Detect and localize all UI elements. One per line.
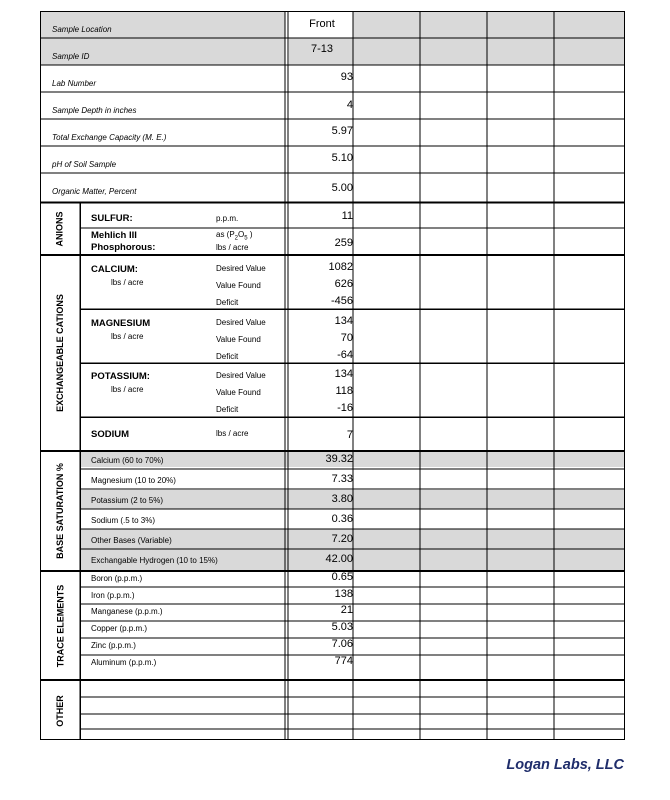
bs-value: 3.80 — [331, 493, 353, 505]
row-label: Sample Location — [52, 25, 112, 34]
calcium-found-label: Value Found — [216, 281, 261, 290]
subscript: 2 — [234, 235, 239, 242]
magnesium-unit: lbs / acre — [111, 332, 144, 341]
trace-label: Manganese (p.p.m.) — [91, 607, 163, 616]
sodium-label: SODIUM — [91, 429, 129, 440]
bs-value: 42.00 — [325, 553, 353, 565]
magnesium-found: 70 — [340, 332, 353, 344]
potassium-deficit-label: Deficit — [216, 405, 239, 414]
phosphorus-unit-line2: lbs / acre — [216, 243, 249, 252]
phosphorus-unit-text: O — [238, 230, 245, 239]
trace-value: 0.65 — [331, 571, 353, 583]
calcium-unit: lbs / acre — [111, 278, 144, 287]
bs-label: Exchangable Hydrogen (10 to 15%) — [91, 556, 218, 565]
magnesium-desired: 134 — [334, 315, 353, 327]
phosphorus-label-line1: Mehlich III — [91, 230, 137, 241]
bs-label: Other Bases (Variable) — [91, 536, 172, 545]
potassium-deficit: -16 — [337, 402, 353, 414]
potassium-unit: lbs / acre — [111, 385, 144, 394]
trace-value: 774 — [334, 655, 353, 667]
sodium-value: 7 — [346, 429, 353, 441]
company-name: Logan Labs, LLC — [506, 757, 624, 773]
trace-value: 138 — [334, 588, 353, 600]
phosphorus-unit-text: as (P — [216, 230, 235, 239]
phosphorus-unit-text: ) — [247, 230, 253, 239]
row-label: Lab Number — [52, 79, 97, 88]
row-label: pH of Soil Sample — [52, 160, 117, 169]
potassium-found: 118 — [335, 385, 353, 397]
section-label-other: OTHER — [55, 694, 65, 727]
magnesium-found-label: Value Found — [216, 335, 261, 344]
sulfur-unit: p.p.m. — [216, 214, 239, 223]
bs-label: Magnesium (10 to 20%) — [91, 476, 176, 485]
magnesium-deficit-label: Deficit — [216, 352, 239, 361]
potassium-found-label: Value Found — [216, 388, 261, 397]
trace-value: 7.06 — [331, 638, 353, 650]
potassium-label: POTASSIUM: — [91, 371, 150, 382]
calcium-found: 626 — [334, 278, 353, 290]
phosphorus-value: 259 — [334, 237, 353, 249]
potassium-desired-label: Desired Value — [216, 371, 266, 380]
calcium-label: CALCIUM: — [91, 264, 138, 275]
header-value: 4 — [346, 99, 353, 111]
phosphorus-label-line2: Phosphorous: — [91, 242, 156, 253]
section-label-trace-elements: TRACE ELEMENTS — [55, 584, 66, 667]
trace-label: Iron (p.p.m.) — [91, 591, 135, 600]
row-label: Total Exchange Capacity (M. E.) — [52, 133, 167, 142]
section-label-anions: ANIONS — [54, 211, 65, 247]
trace-label: Copper (p.p.m.) — [91, 624, 148, 633]
header-value: 5.10 — [331, 152, 353, 164]
trace-value: 5.03 — [331, 621, 353, 633]
header-value: 7-13 — [310, 43, 334, 55]
sulfur-value: 11 — [341, 210, 353, 222]
bs-value: 0.36 — [331, 513, 353, 525]
bs-value: 7.20 — [331, 533, 353, 545]
calcium-desired: 1082 — [328, 261, 353, 273]
calcium-deficit: -456 — [330, 295, 353, 307]
potassium-desired: 134 — [334, 368, 353, 380]
sodium-unit: lbs / acre — [216, 429, 249, 438]
header-value: 5.00 — [331, 182, 353, 194]
bs-value: 7.33 — [331, 473, 353, 485]
bs-label: Potassium (2 to 5%) — [91, 496, 164, 505]
magnesium-deficit: -64 — [337, 349, 353, 361]
magnesium-desired-label: Desired Value — [216, 318, 266, 327]
header-value: 93 — [340, 71, 353, 83]
section-label-cations: EXCHANGEABLE CATIONS — [55, 293, 65, 412]
magnesium-label: MAGNESIUM — [91, 318, 151, 329]
trace-value: 21 — [340, 604, 353, 616]
bs-label: Calcium (60 to 70%) — [91, 456, 164, 465]
section-label-base-saturation: BASE SATURATION % — [55, 463, 66, 559]
calcium-deficit-label: Deficit — [216, 298, 239, 307]
trace-label: Boron (p.p.m.) — [91, 574, 143, 583]
trace-label: Aluminum (p.p.m.) — [91, 658, 157, 667]
bs-label: Sodium (.5 to 3%) — [91, 516, 156, 525]
soil-report-sheet — [40, 11, 625, 740]
grid-lines — [40, 11, 625, 740]
header-value: Front — [309, 18, 335, 30]
bs-value: 39.32 — [325, 453, 353, 465]
row-label: Organic Matter, Percent — [52, 187, 137, 196]
sulfur-label: SULFUR: — [91, 213, 133, 224]
calcium-desired-label: Desired Value — [216, 264, 266, 273]
row-label: Sample Depth in inches — [52, 106, 137, 115]
header-value: 5.97 — [331, 125, 353, 137]
trace-label: Zinc (p.p.m.) — [91, 641, 136, 650]
subscript: 5 — [244, 235, 248, 242]
row-label: Sample ID — [52, 52, 90, 61]
